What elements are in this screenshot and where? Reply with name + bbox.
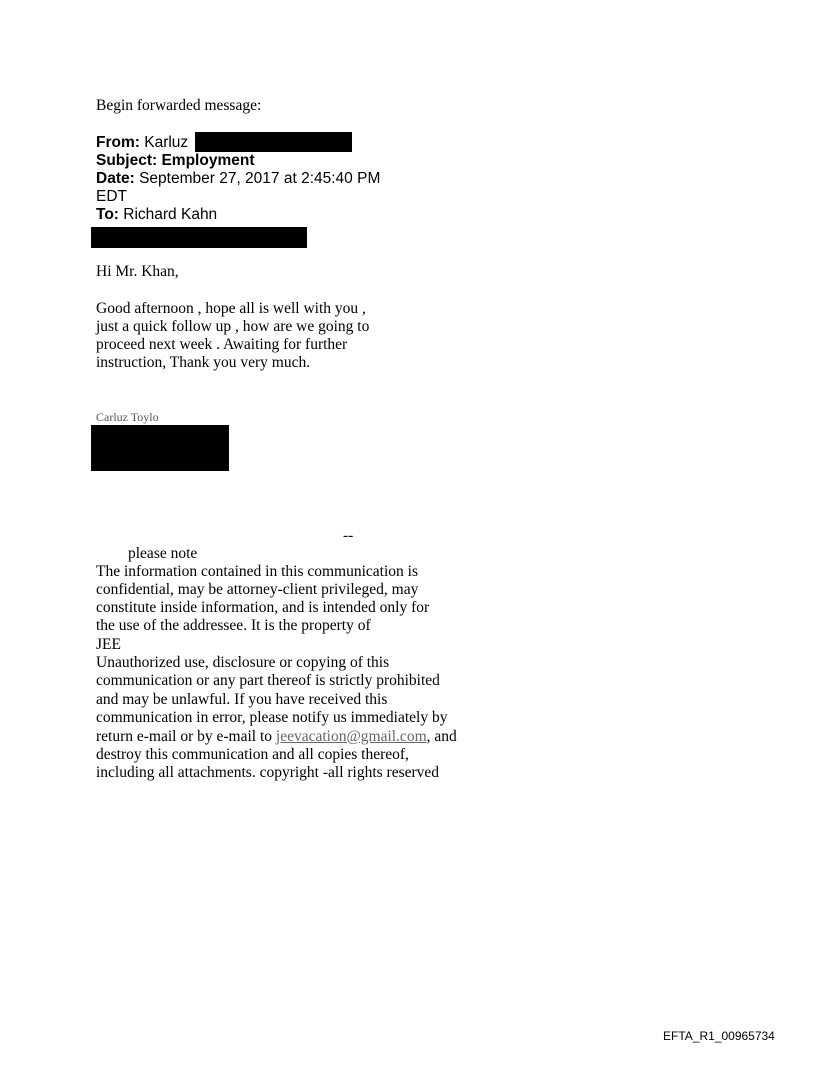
redaction-box: [195, 132, 352, 152]
disclaimer-line: Unauthorized use, disclosure or copying of this: [96, 654, 390, 671]
disclaimer-line: communication or any part thereof is strictly prohibited: [96, 672, 440, 689]
to-value: Richard Kahn: [123, 206, 218, 223]
disclaimer-line: the use of the addressee. It is the property of: [96, 617, 371, 634]
disclaimer-line: and may be unlawful. If you have received this: [96, 691, 388, 708]
date-header: [96, 170, 380, 188]
subject-value: Employment: [161, 152, 255, 169]
disclaimer-email-suffix: , and: [426, 728, 457, 745]
disclaimer-line: [96, 728, 457, 746]
redaction-box: [91, 425, 229, 471]
signature-separator: --: [343, 527, 354, 544]
to-header: [96, 206, 217, 224]
signature-name: Carluz Toylo: [96, 410, 159, 424]
disclaimer-email-prefix: return e-mail or by e-mail to: [96, 728, 276, 745]
disclaimer-line: including all attachments. copyright -all rights reserved: [96, 764, 440, 781]
disclaimer-line: The information contained in this communication is: [96, 563, 418, 580]
disclaimer-line: JEE: [96, 636, 121, 653]
date-value-continued: EDT: [96, 188, 127, 205]
subject-label: Subject:: [96, 152, 158, 169]
date-value: September 27, 2017 at 2:45:40 PM: [139, 170, 381, 187]
from-value: Karluz: [144, 134, 189, 151]
disclaimer-heading: please note: [128, 545, 198, 562]
subject-header: [96, 152, 254, 170]
redaction-box: [91, 227, 307, 248]
email-link[interactable]: jeevacation@gmail.com: [275, 728, 427, 745]
body-line: just a quick follow up , how are we going to: [96, 318, 370, 335]
disclaimer-line: confidential, may be attorney-client privileged, may: [96, 581, 419, 598]
disclaimer-line: destroy this communication and all copies thereof,: [96, 746, 409, 763]
to-label: To:: [96, 206, 119, 223]
document-id: EFTA_R1_00965734: [663, 1029, 775, 1043]
body-line: instruction, Thank you very much.: [96, 354, 311, 371]
disclaimer-line: constitute inside information, and is intended only for: [96, 599, 430, 616]
from-label: From:: [96, 134, 140, 151]
from-header: [96, 134, 188, 152]
body-line: proceed next week . Awaiting for further: [96, 336, 348, 353]
date-label: Date:: [96, 170, 135, 187]
body-line: Good afternoon , hope all is well with you ,: [96, 300, 366, 317]
greeting: Hi Mr. Khan,: [96, 263, 179, 280]
forward-intro: Begin forwarded message:: [96, 97, 262, 114]
disclaimer-line: communication in error, please notify us immediately by: [96, 709, 448, 726]
